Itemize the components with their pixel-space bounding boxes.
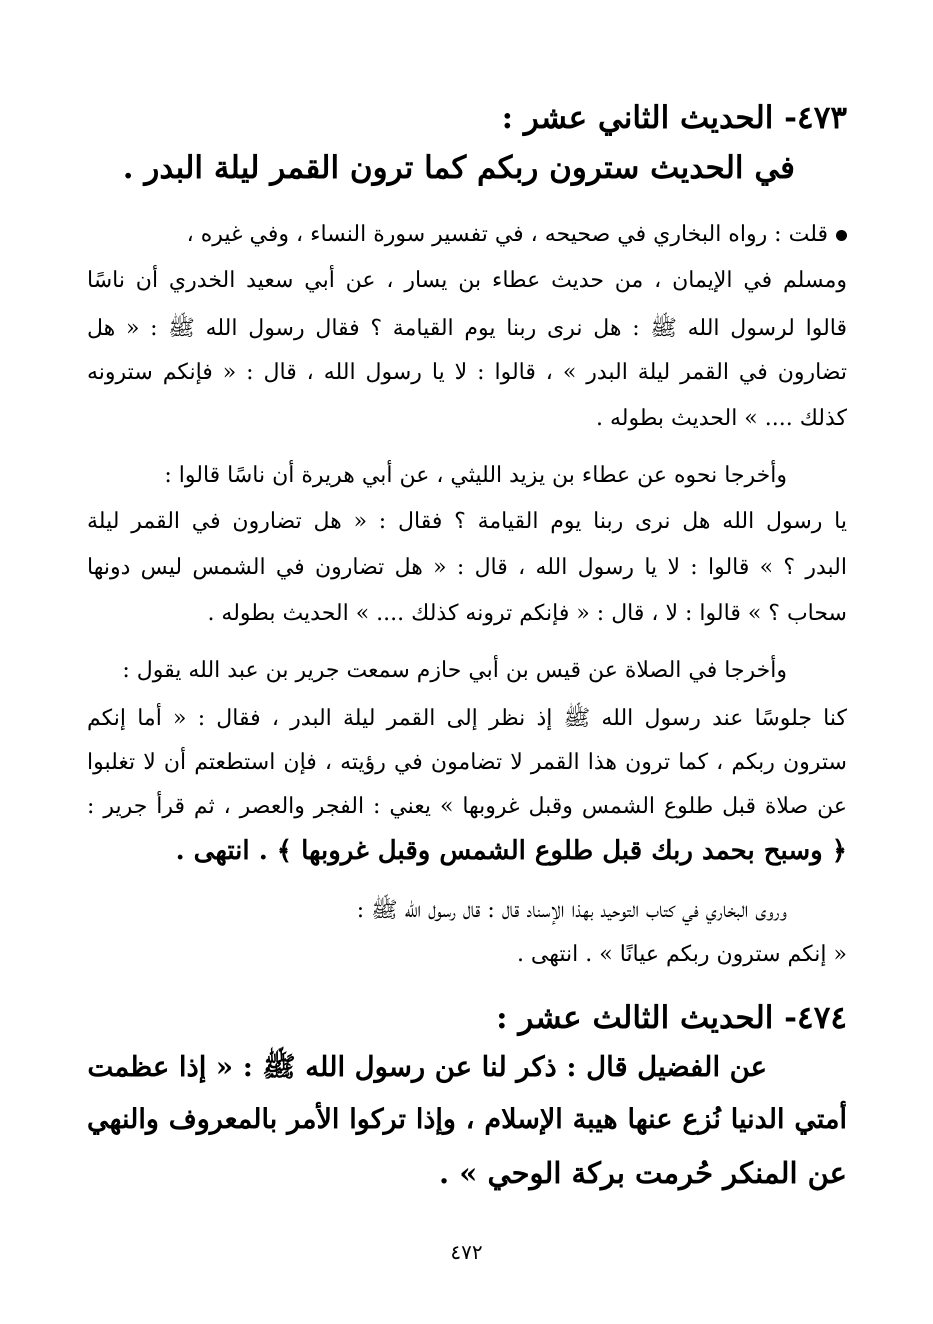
para4-line-1: وروى البخاري في كتاب التوحيد بهذا الإسناد قال : قال رسول الله ﷺ : <box>356 898 787 923</box>
para4-line-2: « إنكم سترون ربكم عيانًا » . انتهى . <box>516 942 847 967</box>
para3-quran-verse: ﴿ وسبح بحمد ربك قبل طلوع الشمس وقبل غروبها ﴾ . انتهى . <box>175 836 847 866</box>
para3-line-2: كنا جلوسًا عند رسول الله ﷺ إذ نظر إلى القمر ليلة البدر ، فقال : « أما إنكم <box>87 706 847 731</box>
hadith-473-title: في الحديث سترون ربكم كما ترون القمر ليلة البدر . <box>122 150 795 186</box>
hadith-474-heading: ٤٧٤- الحديث الثالث عشر : <box>496 1000 847 1036</box>
page-number: ٤٧٢ <box>450 1240 483 1264</box>
hadith-474-line-2: أمتي الدنيا نُزع عنها هيبة الإسلام ، وإذا تركوا الأمر بالمعروف والنهي <box>87 1104 847 1135</box>
para1-line-2: ومسلم في الإيمان ، من حديث عطاء بن يسار ، عن أبي سعيد الخدري أن ناسًا <box>87 268 847 293</box>
hadith-474-line-3: عن المنكر حُرمت بركة الوحي » . <box>439 1156 847 1190</box>
para3-line-4: عن صلاة قبل طلوع الشمس وقبل غروبها » يعني : الفجر والعصر ، ثم قرأ جرير : <box>87 794 847 819</box>
para2-line-1: وأخرجا نحوه عن عطاء بن يزيد الليثي ، عن أبي هريرة أن ناسًا قالوا : <box>164 463 787 488</box>
para2-line-4: سحاب ؟ » قالوا : لا ، قال : « فإنكم ترونه كذلك .... » الحديث بطوله . <box>207 601 847 626</box>
para1-line-5: كذلك .... » الحديث بطوله . <box>596 406 847 431</box>
para1-line-4: تضارون في القمر ليلة البدر » ، قالوا : لا يا رسول الله ، قال : « فإنكم سترونه <box>87 360 847 385</box>
para2-line-3: البدر ؟ » قالوا : لا يا رسول الله ، قال : « هل تضارون في الشمس ليس دونها <box>87 555 847 580</box>
para1-line-1: قلت : رواه البخاري في صحيحه ، في تفسير سورة النساء ، وفي غيره ، <box>87 222 847 247</box>
para3-line-3: سترون ربكم ، كما ترون هذا القمر لا تضامون في رؤيته ، فإن استطعتم أن لا تغلبوا <box>87 750 847 775</box>
hadith-473-heading: ٤٧٣- الحديث الثاني عشر : <box>501 100 847 136</box>
para3-line-1: وأخرجا في الصلاة عن قيس بن أبي حازم سمعت جرير بن عبد الله يقول : <box>122 658 787 683</box>
bullet-icon <box>836 230 847 241</box>
para2-line-2: يا رسول الله هل نرى ربنا يوم القيامة ؟ فقال : « هل تضارون في القمر ليلة <box>87 509 847 534</box>
hadith-474-line-1: عن الفضيل قال : ذكر لنا عن رسول الله ﷺ : « إذا عظمت <box>87 1051 767 1083</box>
para1-line-3: قالوا لرسول الله ﷺ : هل نرى ربنا يوم القيامة ؟ فقال رسول الله ﷺ : « هل <box>87 316 847 341</box>
